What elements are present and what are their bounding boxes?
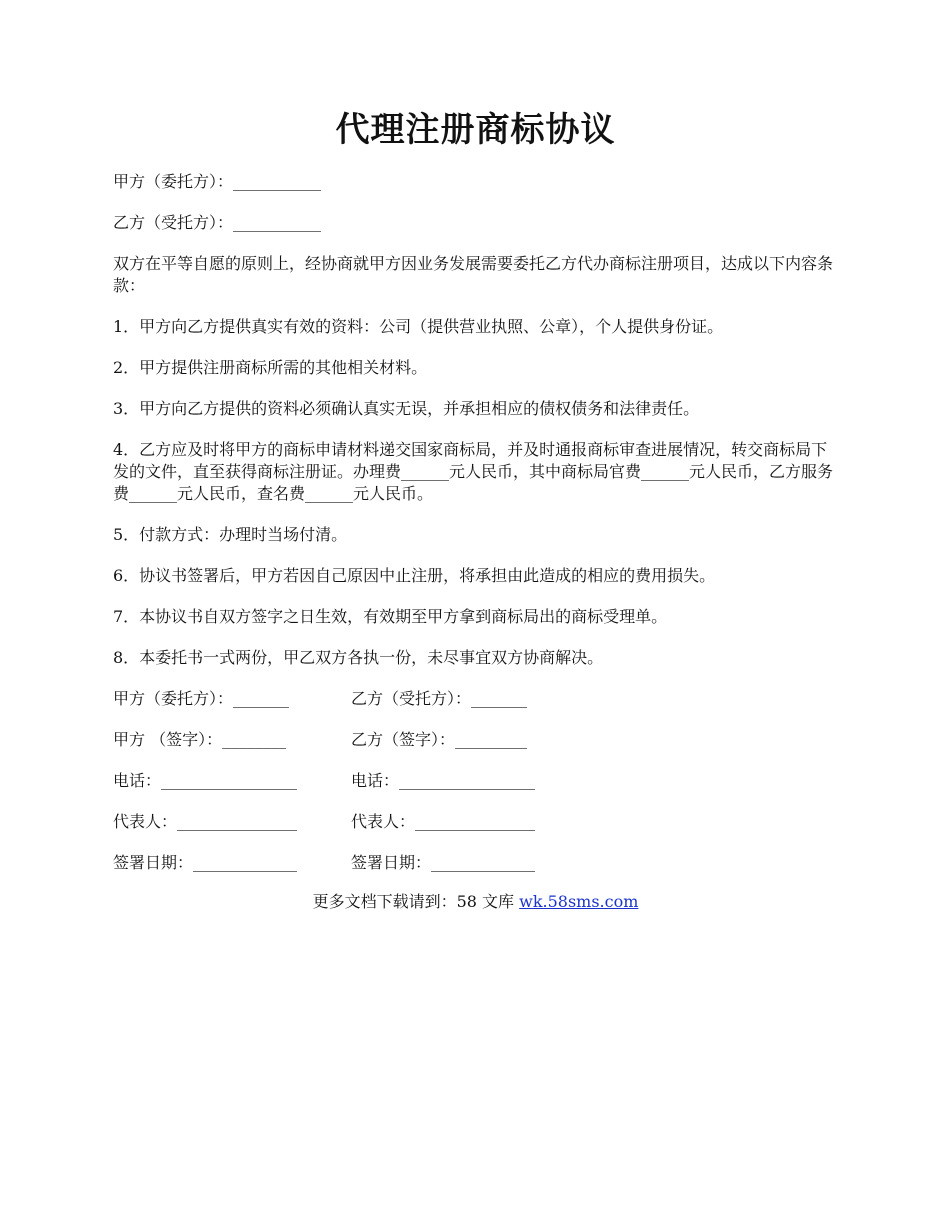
party-a-line: 甲方（委托方）：___________	[113, 171, 322, 191]
party-a-phone-field: 电话：_________________	[113, 770, 298, 790]
document-title: 代理注册商标协议	[335, 110, 616, 150]
party-b-date-field: 签署日期：_____________	[351, 852, 536, 872]
clause-5: 5．付款方式：办理时当场付清。	[113, 524, 348, 544]
intro-paragraph: 双方在平等自愿的原则上，经协商就甲方因业务发展需要委托乙方代办商标注册项目，达成以下内容条款：	[113, 253, 834, 295]
footer	[113, 891, 838, 913]
party-a-representative-field: 代表人：_______________	[113, 811, 298, 831]
clause-3: 3．甲方向乙方提供的资料必须确认真实无误，并承担相应的债权债务和法律责任。	[113, 398, 700, 418]
party-a-date-field: 签署日期：_____________	[113, 852, 298, 872]
party-b-sign-field: 乙方（签字）：_________	[351, 729, 528, 749]
signature-row-representative	[113, 811, 838, 833]
party-a-sign-field: 甲方 （签字）：________	[113, 729, 287, 749]
party-b-phone-field: 电话：_________________	[351, 770, 536, 790]
clause-8: 8．本委托书一式两份，甲乙双方各执一份，未尽事宜双方协商解决。	[113, 647, 604, 667]
footer-text: 更多文档下载请到：58 文库	[312, 891, 520, 911]
signature-row-date	[113, 852, 838, 874]
signature-row-sign	[113, 729, 838, 751]
party-b-signature-field: 乙方（受托方）：_______	[351, 688, 528, 708]
signature-row-phone	[113, 770, 838, 792]
clause-2: 2．甲方提供注册商标所需的其他相关材料。	[113, 357, 428, 377]
signature-row-party	[113, 688, 838, 710]
party-b-representative-field: 代表人：_______________	[351, 811, 536, 831]
party-b-line: 乙方（受托方）：___________	[113, 212, 322, 232]
footer-link[interactable]: wk.58sms.com	[519, 891, 639, 911]
clause-6: 6．协议书签署后，甲方若因自己原因中止注册，将承担由此造成的相应的费用损失。	[113, 565, 716, 585]
party-a-signature-field: 甲方（委托方）：_______	[113, 688, 290, 708]
clause-4: 4．乙方应及时将甲方的商标申请材料递交国家商标局，并及时通报商标审查进展情况，转交商标局下发的文件，直至获得商标注册证。办理费______元人民币，其中商标局官费______元人民币，乙方服务费______元人民币，查名费______元人民币。	[113, 439, 834, 503]
clause-7: 7．本协议书自双方签字之日生效，有效期至甲方拿到商标局出的商标受理单。	[113, 606, 668, 626]
clause-1: 1．甲方向乙方提供真实有效的资料：公司（提供营业执照、公章），个人提供身份证。	[113, 316, 724, 336]
